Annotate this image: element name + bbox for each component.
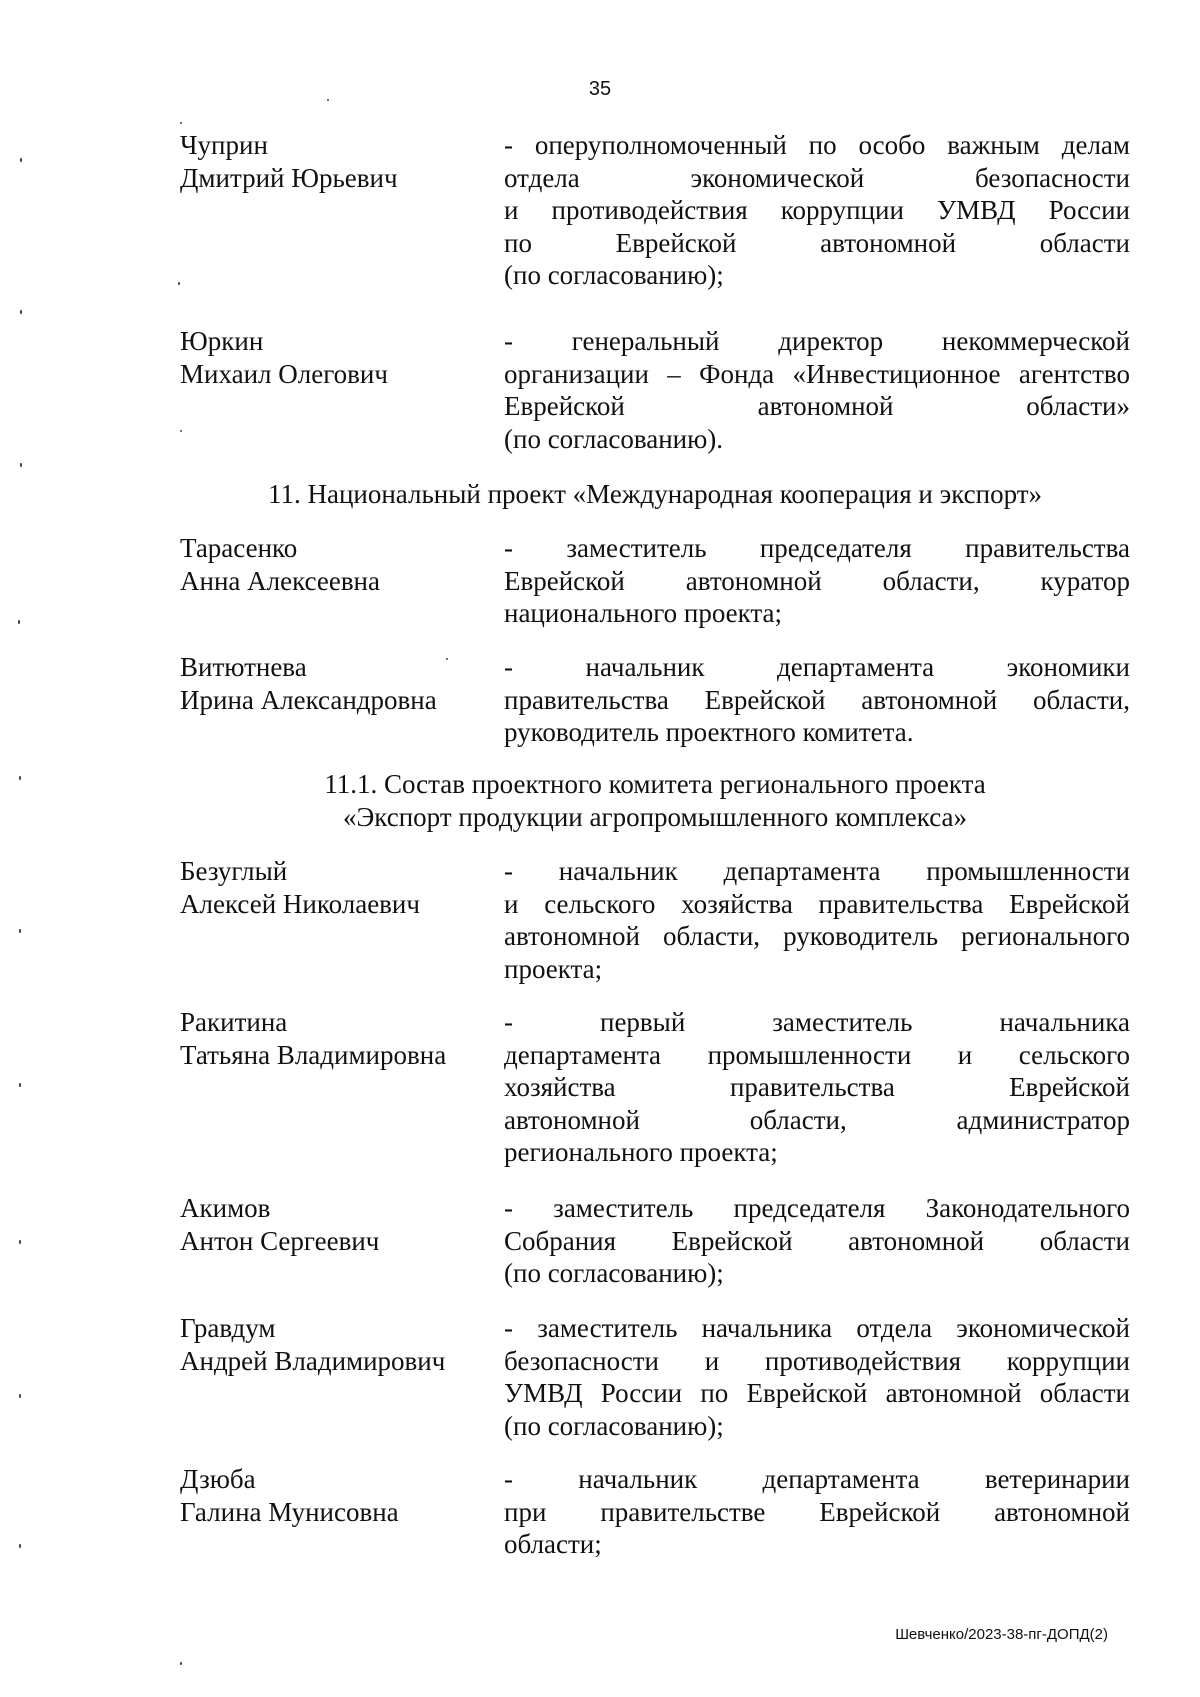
scan-speck <box>19 1240 21 1244</box>
role-line: хозяйства правительства Еврейской <box>504 1072 1130 1103</box>
member-entry <box>180 1006 1130 1169</box>
member-surname: Безуглый <box>180 856 288 886</box>
member-given-name: Дмитрий Юрьевич <box>180 162 398 193</box>
scan-speck <box>18 620 20 624</box>
role-line: автономной области, администратор <box>504 1104 1130 1135</box>
role-line: Еврейской автономной области» <box>504 391 1130 422</box>
role-line: - начальник департамента экономики <box>504 652 1130 682</box>
member-entry <box>180 1463 1130 1561</box>
role-line: УМВД России по Еврейской автономной области <box>504 1378 1130 1409</box>
scan-speck <box>19 1394 21 1398</box>
scan-speck <box>446 658 448 660</box>
heading-line: 11. Национальный проект «Международная кооперация и экспорт» <box>267 479 1043 509</box>
scan-speck <box>19 776 21 780</box>
member-entry <box>180 855 1130 985</box>
scan-speck <box>178 282 180 285</box>
member-role <box>504 1312 1130 1442</box>
role-line: безопасности и противодействия коррупции <box>504 1345 1130 1376</box>
member-surname: Витютнева <box>180 652 307 682</box>
role-line: - генеральный директор некоммерческой <box>504 326 1130 356</box>
member-entry <box>180 532 1130 630</box>
role-line: - начальник департамента промышленности <box>504 856 1130 886</box>
role-line: - заместитель председателя Законодательного <box>504 1193 1130 1223</box>
member-given-name: Андрей Владимирович <box>180 1345 446 1376</box>
section-heading <box>160 478 1150 511</box>
member-entry <box>180 325 1130 455</box>
role-line: (по согласованию). <box>504 423 724 454</box>
role-line: - начальник департамента ветеринарии <box>504 1464 1130 1494</box>
member-given-name: Татьяна Владимировна <box>180 1039 447 1070</box>
member-surname: Акимов <box>180 1193 271 1223</box>
member-given-name: Антон Сергеевич <box>180 1225 380 1256</box>
member-name <box>180 325 504 455</box>
role-line: - заместитель начальника отдела экономической <box>504 1313 1130 1343</box>
member-name <box>180 1463 504 1561</box>
member-name <box>180 129 504 292</box>
scan-speck <box>20 463 22 467</box>
role-line: отдела экономической безопасности <box>504 162 1130 193</box>
member-name <box>180 651 504 749</box>
member-entry <box>180 129 1130 292</box>
member-role <box>504 1463 1130 1561</box>
member-surname: Юркин <box>180 326 264 356</box>
role-line: (по согласованию); <box>504 260 724 291</box>
member-given-name: Ирина Александровна <box>180 684 437 715</box>
role-line: - оперуполномоченный по особо важным делам <box>504 130 1130 160</box>
role-line: Еврейской автономной области, куратор <box>504 565 1130 596</box>
member-role <box>504 325 1130 455</box>
role-line: руководитель проектного комитета. <box>504 717 914 748</box>
role-line: - заместитель председателя правительства <box>504 533 1130 563</box>
member-name <box>180 1192 504 1290</box>
scan-speck <box>180 122 182 124</box>
role-line: национального проекта; <box>504 598 783 629</box>
scan-speck <box>19 929 21 933</box>
heading-line: 11.1. Состав проектного комитета регионального проекта <box>324 769 986 799</box>
member-surname: Гравдум <box>180 1313 276 1343</box>
member-surname: Тарасенко <box>180 533 298 563</box>
role-line: организации – Фонда «Инвестиционное агентство <box>504 358 1130 389</box>
role-line: автономной области, руководитель регионального <box>504 921 1130 952</box>
member-role <box>504 532 1130 630</box>
member-entry <box>180 1192 1130 1290</box>
member-role <box>504 651 1130 749</box>
member-name <box>180 855 504 985</box>
role-line: регионального проекта; <box>504 1137 778 1168</box>
scan-speck <box>327 99 329 101</box>
page-number: 35 <box>588 78 612 100</box>
member-surname: Дзюба <box>180 1464 256 1494</box>
role-line: и сельского хозяйства правительства Еврейской <box>504 888 1130 919</box>
member-entry <box>180 651 1130 749</box>
role-line: области; <box>504 1529 602 1560</box>
member-entry <box>180 1312 1130 1442</box>
member-role <box>504 1006 1130 1169</box>
role-line: при правительстве Еврейской автономной <box>504 1496 1130 1527</box>
role-line: - первый заместитель начальника <box>504 1007 1130 1037</box>
scan-speck <box>19 1544 21 1548</box>
member-role <box>504 1192 1130 1290</box>
member-name <box>180 1006 504 1169</box>
role-line: Собрания Еврейской автономной области <box>504 1225 1130 1256</box>
role-line: департамента промышленности и сельского <box>504 1039 1130 1070</box>
role-line: и противодействия коррупции УМВД России <box>504 195 1130 226</box>
member-name <box>180 532 504 630</box>
scan-speck <box>180 430 182 432</box>
member-role <box>504 855 1130 985</box>
role-line: проекта; <box>504 953 603 984</box>
scan-speck <box>180 1662 182 1665</box>
scan-speck <box>19 1083 21 1087</box>
role-line: (по согласованию); <box>504 1258 724 1289</box>
member-given-name: Михаил Олегович <box>180 358 388 389</box>
member-given-name: Галина Мунисовна <box>180 1496 399 1527</box>
document-code: Шевченко/2023-38-пг-ДОПД(2) <box>895 1626 1108 1643</box>
scan-speck <box>20 310 22 314</box>
section-heading <box>160 768 1150 833</box>
member-role <box>504 129 1130 292</box>
role-line: (по согласованию); <box>504 1410 724 1441</box>
member-given-name: Алексей Николаевич <box>180 888 420 919</box>
scan-speck <box>20 158 22 162</box>
member-name <box>180 1312 504 1442</box>
member-surname: Ракитина <box>180 1007 288 1037</box>
member-surname: Чуприн <box>180 130 268 160</box>
role-line: по Еврейской автономной области <box>504 227 1130 258</box>
member-given-name: Анна Алексеевна <box>180 565 380 596</box>
role-line: правительства Еврейской автономной области, <box>504 684 1130 715</box>
heading-line: «Экспорт продукции агропромышленного комплекса» <box>342 801 967 832</box>
